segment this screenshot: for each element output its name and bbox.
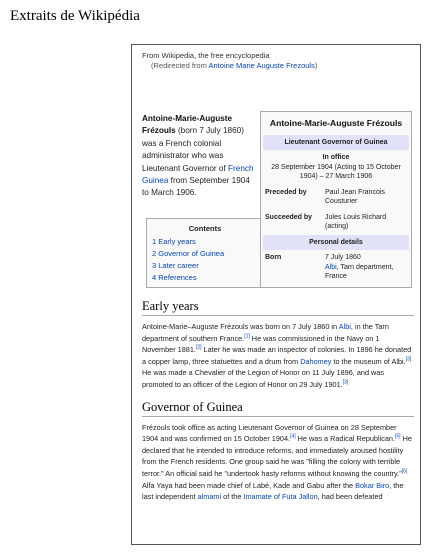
ref-5b[interactable]: [5] (401, 468, 408, 475)
toc-item-early-years[interactable]: 1 Early years (152, 237, 196, 246)
gov-text-3: He declared that he intended to introduce reforms, and immediately aroused hostility from the French residents. One group said he was "filling the colony with terrible terror." An official said he "undertook hasty reforms without knowing the country." (142, 434, 412, 478)
table-of-contents (146, 218, 264, 288)
born-date: 7 July 1860 (325, 254, 361, 261)
intro-paragraph (142, 113, 255, 200)
preceded-link[interactable]: Paul Jean Francois Cousturier (325, 188, 385, 205)
albi-link[interactable]: Albi (325, 263, 337, 271)
gov-text-2: He was a Radical Republican. (295, 434, 395, 444)
article-screenshot-frame (131, 44, 421, 545)
early-years-section (142, 299, 414, 391)
ref-1[interactable]: [1] (244, 333, 250, 340)
albi-link-2[interactable]: Albi (338, 322, 351, 331)
gov-text-4: Alfa Yaya had been made chief of Labé, Kade and Gabu after the (142, 480, 356, 490)
toc-item-governor-of-guinea[interactable]: 2 Governor of Guinea (152, 249, 225, 258)
ref-3[interactable]: [3] (405, 356, 412, 363)
ref-3b[interactable]: [3] (342, 379, 349, 386)
toc-item-later-career[interactable]: 3 Later career (152, 261, 199, 270)
born-place-rest: , Tarn department, France (325, 263, 394, 280)
gov-text-7: , had been defeated (317, 492, 383, 502)
almami-link[interactable]: almami (197, 492, 222, 502)
infobox-office-band: Lieutenant Governor of Guinea (263, 135, 409, 151)
born-value (325, 253, 407, 282)
imamate-link[interactable]: Imamate of Futa Jallon (243, 492, 318, 502)
bokar-biro-link[interactable]: Bokar Biro (355, 480, 390, 490)
succeeded-value: Jules Louis Richard (acting) (325, 213, 387, 230)
governor-paragraph (142, 422, 414, 503)
succeeded-label: Succeeded by (265, 213, 313, 221)
redirect-notice (151, 61, 414, 71)
toc-item-references[interactable]: 4 References (152, 273, 197, 282)
infobox-in-office (261, 150, 411, 185)
article-content (142, 51, 414, 503)
ey-text-4: Later he was made an inspector of colonies. In 1896 he donated a copper lamp, three statuettes and a drum from (142, 345, 412, 366)
ref-4[interactable]: [4] (290, 433, 296, 440)
in-office-label: In office (322, 154, 350, 161)
born-place (325, 263, 407, 282)
infobox-row-succeeded (261, 210, 411, 235)
infobox-personal-band: Personal details (263, 235, 409, 251)
redirect-prefix: (Redirected from (151, 61, 209, 70)
lead-section (142, 71, 414, 299)
early-years-heading: Early years (142, 299, 414, 316)
governor-section (142, 400, 414, 503)
infobox (260, 111, 412, 288)
ey-text-1: Antoine-Marie–Auguste Frézouls was born on 7 July 1860 in (142, 322, 339, 331)
ey-text-2: , in the Tarn department of southern France. (142, 322, 389, 343)
governor-heading: Governor of Guinea (142, 400, 414, 417)
gov-text-5: , the last independent (142, 480, 404, 502)
gov-text-1: Frézouls took office as acting Lieutenant Governor of Guinea on 28 September 1904 and was confirmed on 15 October 1904. (142, 422, 397, 444)
ref-2[interactable]: [2] (195, 344, 202, 351)
intro-text-2: from September 1904 to March 1906. (142, 176, 250, 198)
infobox-row-born (261, 250, 411, 287)
early-years-paragraph (142, 321, 414, 391)
redirect-suffix: ) (314, 61, 318, 70)
from-wikipedia-line: From Wikipedia, the free encyclopedia (142, 51, 270, 60)
french-guinea-link[interactable]: French Guinea (142, 163, 254, 186)
gov-text-6: of the (221, 492, 244, 502)
ey-text-5: to the museum of Albi. (331, 356, 406, 366)
ey-text-6: He was made a Chevalier of the Legion of Honor on 11 July 1896, and was promoted to an officer of the Legion of Honor on 29 July 1901. (142, 368, 385, 389)
page-heading: Extraits de Wikipédia (10, 8, 140, 24)
preceded-label: Preceded by (265, 188, 307, 196)
infobox-row-preceded (261, 185, 411, 210)
intro-text-1: (born 7 July 1860) was a French colonial administrator who was Lieutenant Governor of (142, 126, 244, 173)
redirect-link[interactable]: Antoine Marie Auguste Frezouls (208, 61, 315, 70)
ey-text-3: He was commissioned in the Navy on 1 November 1881. (142, 333, 380, 355)
toc-title: Contents (188, 224, 222, 233)
subject-name: Antoine-Marie-Auguste Frézouls (142, 114, 233, 136)
in-office-dates: 28 September 1904 (Acting to 15 October 1904) – 27 March 1906 (271, 163, 401, 180)
infobox-title: Antoine-Marie-Auguste Frézouls (269, 118, 403, 128)
born-label: Born (265, 254, 282, 261)
ref-5[interactable]: [5] (395, 433, 401, 440)
dahomey-link[interactable]: Dahomey (300, 356, 332, 366)
